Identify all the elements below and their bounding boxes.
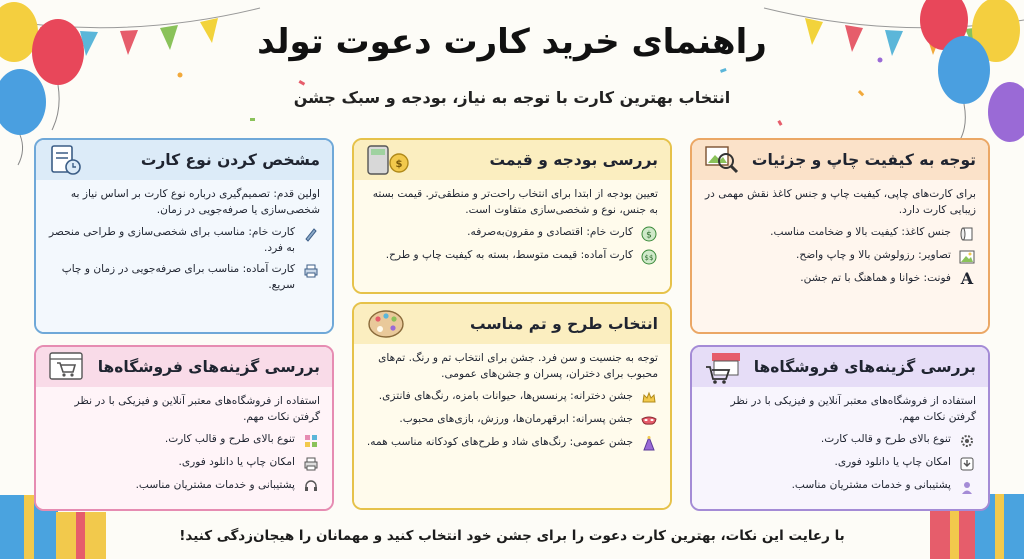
list-item — [48, 224, 320, 257]
dollar-coin-icon — [640, 225, 658, 243]
crown-icon — [640, 389, 658, 407]
grid-icon — [302, 432, 320, 450]
card-body — [692, 387, 988, 511]
list-item-text: جنس کاغذ: کیفیت بالا و ضخامت مناسب. — [770, 225, 951, 238]
card-stores-right — [690, 345, 990, 511]
printer-icon — [302, 455, 320, 473]
list-item — [366, 388, 658, 407]
list-item-text: جشن دخترانه: پرنسس‌ها، حیوانات بامزه، رنگ‌های فانتزی. — [378, 389, 633, 402]
list-item-text: کارت خام: مناسب برای شخصی‌سازی و طراحی منحصر به فرد. — [49, 225, 295, 255]
support-icon — [958, 478, 976, 496]
card-budget — [352, 138, 672, 294]
list-item-text: تصاویر: رزولوشن بالا و چاپ واضح. — [795, 248, 951, 261]
gear-icon — [958, 432, 976, 450]
svg-text:$: $ — [646, 230, 652, 241]
card-intro: برای کارت‌های چاپی، کیفیت چاپ و جنس کاغذ نقش مهمی در زیبایی کارت دارد. — [705, 188, 976, 217]
list-item-text: کارت آماده: قیمت متوسط، بسته به کیفیت چاپ و طرح. — [385, 248, 633, 261]
paintbrush-icon — [302, 225, 320, 243]
calculator-coins-icon — [366, 143, 410, 177]
paper-roll-icon — [958, 225, 976, 243]
page-title: راهنمای خرید کارت دعوت تولد — [257, 22, 767, 62]
document-clock-icon — [48, 143, 82, 177]
list-item-text: امکان چاپ یا دانلود فوری. — [178, 455, 295, 468]
list-item — [704, 224, 976, 243]
card-body — [354, 180, 670, 294]
list-item — [48, 261, 320, 294]
card-body — [692, 180, 988, 334]
image-icon — [958, 248, 976, 266]
list-item-text: پشتیبانی و خدمات مشتریان مناسب. — [135, 478, 295, 491]
magnifier-image-icon — [704, 143, 740, 177]
card-title: انتخاب طرح و تم مناسب — [469, 315, 658, 333]
card-body — [36, 387, 332, 511]
mask-icon — [640, 412, 658, 430]
list-item-text: کارت خام: اقتصادی و مقرون‌به‌صرفه. — [467, 225, 633, 238]
page-subtitle: انتخاب بهترین کارت با توجه به نیاز، بودجه و سبک جشن — [293, 88, 731, 107]
card-intro: اولین قدم: تصمیم‌گیری درباره نوع کارت بر اساس نیاز به شخصی‌سازی یا صرفه‌جویی در زمان. — [70, 188, 320, 217]
card-header — [354, 304, 670, 344]
card-body — [354, 344, 670, 510]
card-title: بررسی گزینه‌های فروشگاه‌ها — [753, 358, 976, 376]
svg-text:$: $ — [395, 159, 403, 170]
printer-icon — [302, 262, 320, 280]
card-stores-left — [34, 345, 334, 511]
list-item-text: پشتیبانی و خدمات مشتریان مناسب. — [791, 478, 951, 491]
list-item — [704, 431, 976, 450]
list-item — [366, 247, 658, 266]
card-print-quality — [690, 138, 990, 334]
list-item — [704, 477, 976, 496]
card-header — [36, 347, 332, 387]
list-item — [704, 270, 976, 289]
list-item — [48, 477, 320, 496]
party-hat-icon — [640, 435, 658, 453]
list-item — [366, 224, 658, 243]
card-title: بررسی بودجه و قیمت — [489, 151, 658, 169]
list-item-text: فونت: خوانا و هماهنگ با تم جشن. — [800, 271, 951, 284]
double-dollar-icon — [640, 248, 658, 266]
card-intro: استفاده از فروشگاه‌های معتبر آنلاین و فیزیکی با در نظر گرفتن نکات مهم. — [74, 395, 320, 424]
list-item-text: تنوع بالای طرح و قالب کارت. — [820, 432, 951, 445]
headset-icon — [302, 478, 320, 496]
list-item-text: جشن پسرانه: ابرقهرمان‌ها، ورزش، بازی‌های محبوب. — [399, 412, 633, 425]
list-item-text: کارت آماده: مناسب برای صرفه‌جویی در زمان و چاپ سریع. — [61, 262, 295, 292]
cart-window-icon — [48, 350, 84, 384]
card-card-type — [34, 138, 334, 334]
store-cart-icon — [704, 349, 744, 385]
card-intro: تعیین بودجه از ابتدا برای انتخاب راحت‌تر و منطقی‌تر. قیمت بسته به جنس، نوع و شخصی‌سازی متفاوت است. — [372, 188, 658, 217]
list-item-text: جشن عمومی: رنگ‌های شاد و طرح‌های کودکانه مناسب همه. — [366, 435, 633, 448]
card-body — [36, 180, 332, 334]
download-icon — [958, 455, 976, 473]
card-design-theme — [352, 302, 672, 510]
card-title: توجه به کیفیت چاپ و جزئیات — [751, 151, 976, 169]
card-header — [36, 140, 332, 180]
list-item — [704, 454, 976, 473]
list-item — [48, 454, 320, 473]
card-header — [354, 140, 670, 180]
list-item — [704, 247, 976, 266]
list-item-text: تنوع بالای طرح و قالب کارت. — [164, 432, 295, 445]
card-intro: توجه به جنسیت و سن فرد. جشن برای انتخاب تم و رنگ. تم‌های محبوب برای دختران، پسران و جشن‌های عمومی. — [378, 352, 658, 381]
footer-note: با رعایت این نکات، بهترین کارت دعوت را برای جشن خود انتخاب کنید و مهمانان را هیجان‌زدگی کنید! — [179, 528, 845, 544]
list-item — [366, 411, 658, 430]
svg-text:$$: $$ — [644, 253, 654, 262]
card-header — [692, 140, 988, 180]
card-header — [692, 347, 988, 387]
card-title: مشخص کردن نوع کارت — [140, 151, 320, 169]
list-item — [366, 434, 658, 453]
card-intro: استفاده از فروشگاه‌های معتبر آنلاین و فیزیکی با در نظر گرفتن نکات مهم. — [730, 395, 976, 424]
list-item-text: امکان چاپ یا دانلود فوری. — [834, 455, 951, 468]
list-item — [48, 431, 320, 450]
palette-icon — [366, 307, 406, 341]
card-title: بررسی گزینه‌های فروشگاه‌ها — [97, 358, 320, 376]
font-icon: A — [960, 269, 974, 289]
